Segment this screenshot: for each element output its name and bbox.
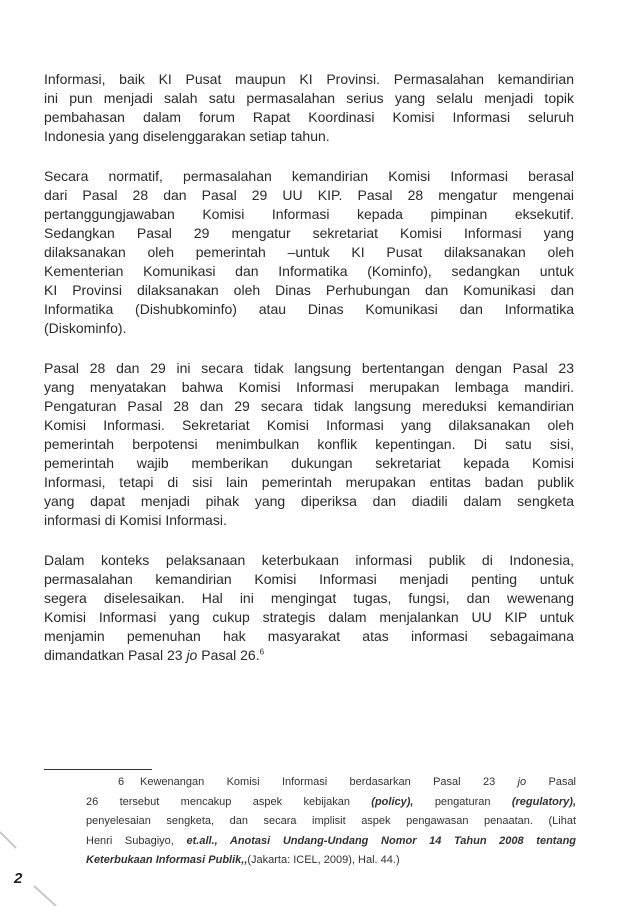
text-line: Sedangkan Pasal 29 mengatur sekretariat Komisi Informasi yang <box>44 225 574 241</box>
text-line: Informasi, tetapi di sisi lain pemerintah merupakan entitas badan publik <box>44 474 574 490</box>
text-line: Informatika (Dishubkominfo) atau Dinas Komunikasi dan Informatika <box>44 301 574 317</box>
paragraph <box>44 551 574 665</box>
text-line: informasi di Komisi Informasi. <box>44 512 227 528</box>
text-line: dilaksanakan oleh pemerintah –untuk KI Pusat dilaksanakan oleh <box>44 244 574 260</box>
text-line: Secara normatif, permasalahan kemandirian Komisi Informasi berasal <box>44 168 574 184</box>
corner-decoration <box>0 830 60 906</box>
text-line: Pasal 28 dan 29 ini secara tidak langsung bertentangan dengan Pasal 23 <box>44 360 574 376</box>
footnote <box>86 773 576 871</box>
footnote-separator <box>44 769 152 770</box>
text-line: Indonesia yang diselenggarakan setiap tahun. <box>44 128 330 144</box>
text-line: ini pun menjadi salah satu permasalahan serius yang selalu menjadi topik <box>44 90 574 106</box>
text-line: yang menyatakan bahwa Komisi Informasi merupakan lembaga mandiri. <box>44 379 574 395</box>
text-line: Dalam konteks pelaksanaan keterbukaan informasi publik di Indonesia, <box>44 552 574 568</box>
text-line: KI Provinsi dilaksanakan oleh Dinas Perhubungan dan Komunikasi dan <box>44 282 574 298</box>
text-line: pemerintah berpotensi menimbulkan konflik kepentingan. Di satu sisi, <box>44 436 574 452</box>
text-line: Kementerian Komunikasi dan Informatika (Kominfo), sedangkan untuk <box>44 263 574 279</box>
body-text <box>44 70 574 686</box>
footnote-line: Keterbukaan Informasi Publik,,(Jakarta: ICEL, 2009), Hal. 44.) <box>86 854 400 866</box>
text-line: pemerintah wajib memberikan dukungan sekretariat kepada Komisi <box>44 455 574 471</box>
paragraph <box>44 70 574 146</box>
italic-jo: jo <box>186 647 198 663</box>
text-line: (Diskominfo). <box>44 320 127 336</box>
text-line: pertanggungjawaban Komisi Informasi kepada pimpinan eksekutif. <box>44 206 574 222</box>
page-number: 2 <box>14 870 23 887</box>
footnote-line: penyelesaian sengketa, dan secara implisit aspek pengawasan penaatan. (Lihat <box>86 815 576 827</box>
text-line: permasalahan kemandirian Komisi Informasi menjadi penting untuk <box>44 571 574 587</box>
text-line: menjamin pemenuhan hak masyarakat atas informasi sebagaimana <box>44 628 574 644</box>
text-line: Informasi, baik KI Pusat maupun KI Provinsi. Permasalahan kemandirian <box>44 71 574 87</box>
text-line: dimandatkan Pasal 23 jo Pasal 26.$^6$ <box>44 647 265 663</box>
paragraph <box>44 167 574 338</box>
footnote-line: 6 Kewenangan Komisi Informasi berdasarkan Pasal 23 jo Pasal <box>86 773 576 793</box>
text-line: pembahasan dalam forum Rapat Koordinasi Komisi Informasi seluruh <box>44 109 574 125</box>
footnote-number: 6 <box>118 776 125 788</box>
text-line: Komisi Informasi. Sekretariat Komisi Informasi yang dilaksanakan oleh <box>44 417 574 433</box>
text-line: Pengaturan Pasal 28 dan 29 secara tidak langsung mereduksi kemandirian <box>44 398 574 414</box>
text-line: dari Pasal 28 dan Pasal 29 UU KIP. Pasal 28 mengatur mengenai <box>44 187 574 203</box>
text-line: yang dapat menjadi pihak yang diperiksa dan diadili dalam sengketa <box>44 493 574 509</box>
footnote-ref[interactable]: 6 <box>259 647 265 657</box>
footnote-line: Henri Subagiyo, et.all., Anotasi Undang-Undang Nomor 14 Tahun 2008 tentang <box>86 834 577 847</box>
text-line: Komisi Informasi yang cukup strategis dalam menjalankan UU KIP untuk <box>44 609 574 625</box>
text-line: segera diselesaikan. Hal ini mengingat tugas, fungsi, dan wewenang <box>44 590 574 606</box>
footnote-line: 26 tersebut mencakup aspek kebijakan (policy), pengaturan (regulatory), <box>86 795 577 808</box>
paragraph <box>44 359 574 530</box>
